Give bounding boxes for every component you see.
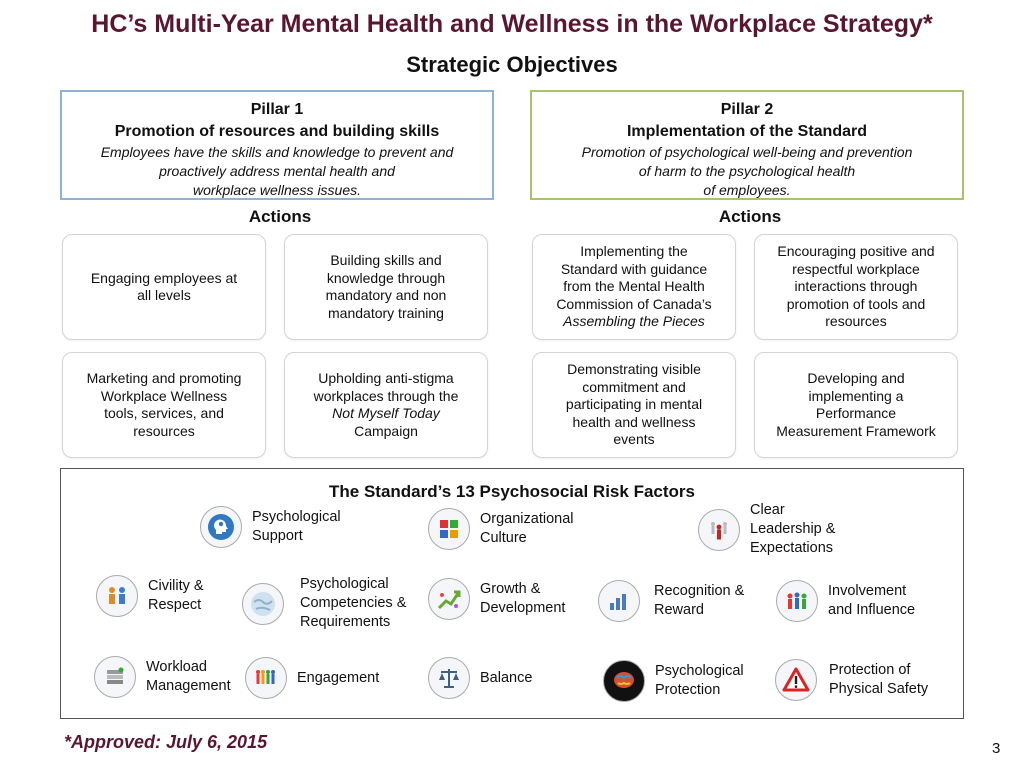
page-title: HC’s Multi-Year Mental Health and Wellness in the Workplace Strategy* [91, 10, 933, 38]
factor-label-line: Respect [148, 597, 202, 613]
action-text-line: promotion of tools and [786, 295, 926, 312]
factor-label-line: Civility & [148, 578, 204, 594]
action-text-line: Measurement Framework [776, 422, 936, 439]
action-text-line: health and wellness [572, 413, 696, 430]
factor-label-line: Expectations [750, 540, 834, 556]
action-card [532, 234, 736, 340]
factor-label-line: Involvement [828, 583, 907, 599]
factor-label-line: Engagement [297, 669, 380, 686]
group-people-icon [776, 580, 818, 622]
head-gears-icon [200, 506, 242, 548]
action-text-line: Performance [815, 405, 897, 421]
factor-label-line: Protection [655, 682, 721, 698]
action-text-line: knowledge through [326, 269, 446, 286]
factor-label-line: Requirements [300, 614, 391, 630]
action-text-line: Demonstrating visible [567, 361, 701, 378]
risk-factor-item [428, 578, 565, 620]
factor-label-line: Workload [146, 659, 207, 675]
factor-label-line: Psychological [252, 509, 341, 525]
factor-label-line: Culture [480, 530, 527, 546]
puzzle-pieces-icon [428, 508, 470, 550]
action-text-line: interactions through [794, 278, 918, 295]
action-text-line: Building skills and [330, 252, 442, 268]
risk-factor-item [428, 508, 574, 550]
handshake-puzzle-icon [96, 575, 138, 617]
action-text-line: mandatory training [328, 304, 444, 321]
pillar-1-desc-line: workplace wellness issues. [192, 182, 362, 198]
action-card [284, 234, 488, 340]
action-card [62, 234, 266, 340]
action-text-line: tools, services, and [104, 405, 224, 421]
factor-label-line: and Influence [828, 602, 916, 618]
risk-factor-item [776, 580, 915, 622]
risk-factor-item [245, 657, 379, 699]
risk-factor-item [603, 660, 744, 702]
brain-icon [603, 660, 645, 702]
balance-scale-icon [428, 657, 470, 699]
action-text-line: events [613, 431, 655, 448]
action-text-line: Engaging employees at [90, 269, 238, 286]
actions-heading-2: Actions [718, 207, 782, 226]
pillar-2-desc-line: of employees. [703, 182, 791, 198]
factor-label-line: Physical Safety [829, 681, 929, 697]
pillar-2-label: Pillar 2 [720, 101, 774, 118]
action-text-line: Marketing and promoting [86, 370, 242, 386]
risk-factor-item [200, 506, 341, 548]
globe-icon [242, 583, 284, 625]
risk-factor-item [598, 580, 744, 622]
workload-papers-icon [94, 656, 136, 698]
actions-heading-1: Actions [248, 207, 312, 226]
action-text-line: commitment and [582, 378, 686, 395]
pillar-1-label: Pillar 1 [250, 101, 304, 118]
action-text-line: all levels [137, 287, 191, 303]
factor-label-line: Protection of [829, 662, 911, 678]
growth-arrow-icon [428, 578, 470, 620]
action-text-line: Developing and [807, 370, 905, 386]
factor-label-line: Clear [750, 502, 785, 518]
pillar-1-box [60, 90, 494, 200]
action-text-line: Encouraging positive and [777, 243, 935, 260]
factor-label-line: Management [146, 678, 231, 694]
risk-factor-item [698, 501, 835, 558]
factor-label-line: Leadership & [750, 521, 836, 537]
action-text-line: respectful workplace [792, 260, 920, 277]
action-text-line: Upholding anti-stigma [318, 370, 454, 386]
action-text-line: Workplace Wellness [100, 387, 228, 404]
action-card [532, 352, 736, 458]
factor-label-line: Reward [654, 602, 704, 618]
factor-label-line: Balance [480, 669, 533, 686]
pillar-2-desc-line: Promotion of psychological well-being and prevention [581, 144, 913, 160]
risk-factors-title: The Standard’s 13 Psychosocial Risk Factors [329, 482, 695, 501]
factor-label-line: Organizational [480, 511, 574, 527]
risk-factor-item [94, 656, 231, 698]
action-text-line: resources [133, 422, 195, 439]
approval-note: *Approved: July 6, 2015 [64, 732, 268, 752]
factor-label-line: Psychological [300, 576, 389, 592]
reward-chart-icon [598, 580, 640, 622]
pillar-1-name: Promotion of resources and building skills [114, 123, 440, 140]
action-text-line: participating in mental [565, 396, 703, 413]
factor-label-line: Recognition & [654, 583, 745, 599]
action-text-line: mandatory and non [325, 287, 447, 303]
page-subtitle: Strategic Objectives [406, 52, 618, 77]
page-number: 3 [992, 740, 1001, 757]
campaign-name: Not Myself Today [332, 405, 440, 421]
colorful-people-icon [245, 657, 287, 699]
action-text-line: from the Mental Health [563, 278, 705, 295]
pillar-2-box [530, 90, 964, 200]
risk-factor-item [428, 657, 532, 699]
pillar-2-name: Implementation of the Standard [626, 123, 867, 140]
risk-factor-item [242, 575, 406, 632]
people-leader-icon [698, 509, 740, 551]
factor-label-line: Competencies & [300, 595, 407, 611]
action-card [754, 352, 958, 458]
pillar-1-desc-line: proactively address mental health and [159, 163, 395, 179]
factor-label-line: Development [480, 600, 566, 616]
risk-factor-item [96, 575, 204, 617]
risk-factor-item [775, 659, 928, 701]
action-text-line: implementing a [808, 387, 904, 404]
action-text-line: Campaign [354, 422, 418, 439]
action-card [62, 352, 266, 458]
action-text-line: resources [825, 313, 887, 330]
pillar-1-desc-line: Employees have the skills and knowledge to prevent and [100, 144, 454, 160]
factor-label-line: Psychological [655, 663, 744, 679]
action-text-line: Implementing the [580, 243, 688, 260]
action-text-line: workplaces through the [313, 387, 459, 404]
pillar-2-desc-line: of harm to the psychological health [638, 163, 856, 179]
guide-name: Assembling the Pieces [563, 313, 705, 330]
action-card [284, 352, 488, 458]
factor-label-line: Support [252, 528, 303, 544]
factor-label-line: Growth & [480, 581, 541, 597]
action-text-line: Commission of Canada’s [556, 295, 712, 312]
action-card [754, 234, 958, 340]
action-text-line: Standard with guidance [560, 260, 708, 277]
warning-sign-icon [775, 659, 817, 701]
